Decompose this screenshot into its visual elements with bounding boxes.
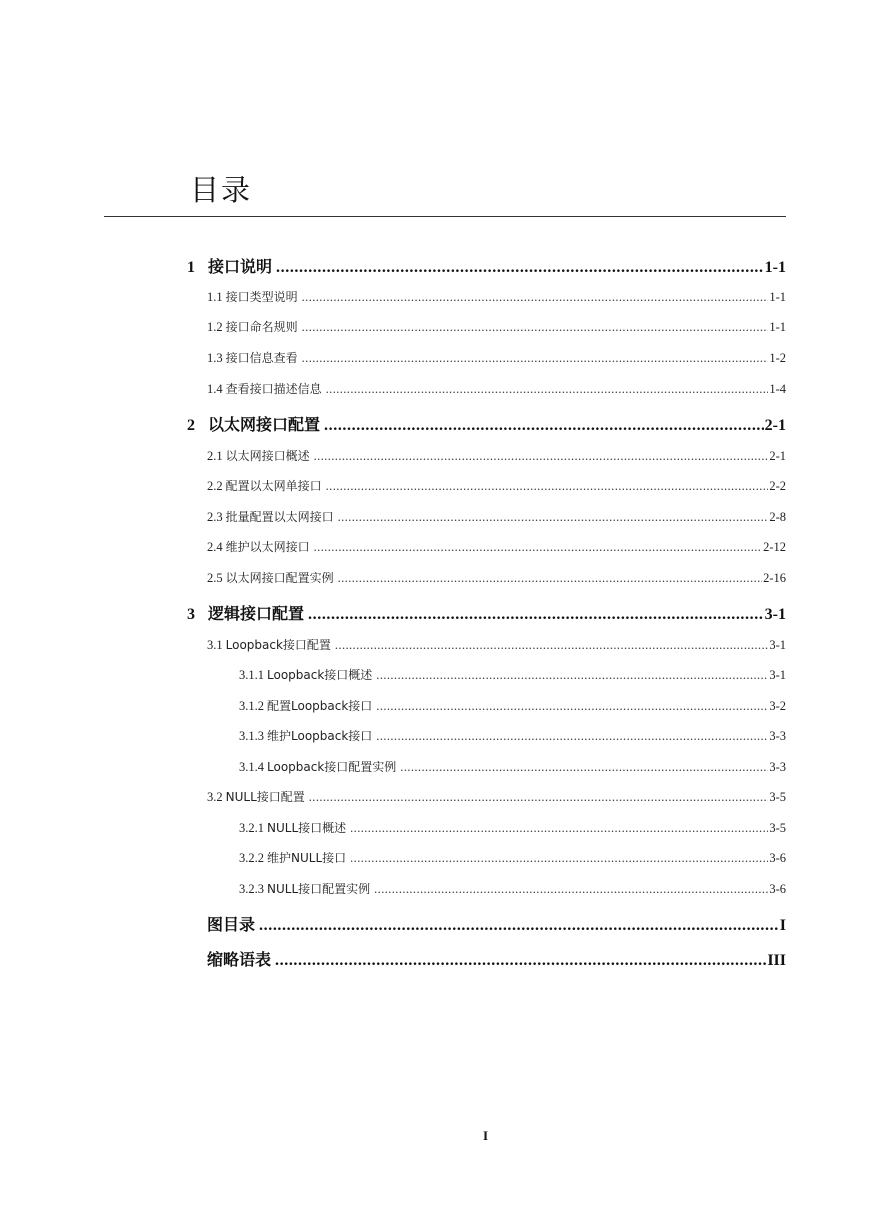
toc-entry-number: 2.2 [207,479,223,493]
toc-entry-page: 3-1 [769,638,786,652]
toc-entry-list-of-figures[interactable] [207,912,786,935]
toc-entry-section[interactable] [207,636,786,653]
toc-leader-dots [326,479,769,494]
toc-entry-subsection[interactable] [239,666,786,683]
toc-entry-label: 以太网接口配置实例 [225,571,334,585]
toc-entry-label: 缩略语表 [207,950,272,969]
toc-entry-page: 1-4 [769,382,786,396]
toc-entry-page: 3-1 [769,668,786,682]
toc-entry-label: 维护Loopback接口 [267,729,373,743]
toc-leader-dots [308,606,764,624]
toc-entry-number: 2 [187,417,195,434]
toc-entry-number: 3.1.3 [239,729,264,743]
toc-entry-page: 2-2 [769,479,786,493]
toc-leader-dots [314,449,769,464]
toc-entry-number: 2.1 [207,449,223,463]
toc-entry-subsection[interactable] [239,819,786,836]
toc-entry-number: 1.3 [207,351,223,365]
toc-entry-label: NULL接口配置实例 [267,882,371,896]
page-footer [0,1128,869,1144]
toc-leader-dots [324,417,764,435]
toc-entry-page: 3-3 [769,729,786,743]
toc-leader-dots [376,699,768,714]
toc-entry-section[interactable] [207,447,786,464]
toc-entry-subsection[interactable] [239,880,786,897]
toc-entry-number: 3.1.1 [239,668,264,682]
toc-entry-label: 批量配置以太网接口 [225,510,334,524]
toc-entry-section[interactable] [207,380,786,397]
page-title: 目录 [190,173,253,207]
toc-entry-label: 接口类型说明 [225,290,298,304]
toc-entry-abbreviations[interactable] [207,947,786,970]
toc-leader-dots [275,952,766,970]
toc-leader-dots [338,571,762,586]
toc-entry-label: 逻辑接口配置 [208,604,305,623]
toc-entry-page: 3-5 [769,790,786,804]
toc-leader-dots [376,668,768,683]
toc-entry-page: 3-3 [769,760,786,774]
toc-entry-label: 维护NULL接口 [267,851,347,865]
toc-leader-dots [302,351,769,366]
toc-entry-label: Loopback接口概述 [267,668,373,682]
toc-entry-subsection[interactable] [239,697,786,714]
toc-entry-label: 查看接口描述信息 [225,382,322,396]
toc-entry-label: NULL接口概述 [267,821,347,835]
toc-entry-page: 1-1 [769,290,786,304]
toc-entry-number: 3.1.4 [239,760,264,774]
toc-leader-dots [276,259,764,277]
toc-entry-page: 2-1 [769,449,786,463]
toc-entry-number: 1.2 [207,320,223,334]
toc-entry-label: Loopback接口配置 [225,638,331,652]
toc-entry-section[interactable] [207,508,786,525]
toc-entry-page: 3-1 [764,606,786,623]
toc-entry-label: 配置以太网单接口 [225,479,322,493]
toc-entry-chapter[interactable] [187,254,786,277]
toc-entry-page: 1-1 [769,320,786,334]
toc-entry-subsection[interactable] [239,758,786,775]
toc-entry-chapter[interactable] [187,601,786,624]
toc-leader-dots [302,290,769,305]
toc-leader-dots [350,851,768,866]
toc-entry-section[interactable] [207,788,786,805]
toc-entry-page: 3-5 [769,821,786,835]
toc-entry-number: 1.1 [207,290,223,304]
toc-entry-label: 配置Loopback接口 [267,699,373,713]
toc-entry-section[interactable] [207,538,786,555]
toc-entry-number: 3 [187,606,195,623]
toc-leader-dots [302,320,769,335]
toc-entry-label: 图目录 [207,915,256,934]
toc-entry-label: 接口信息查看 [225,351,298,365]
toc-entry-number: 2.4 [207,540,223,554]
toc-entry-section[interactable] [207,318,786,335]
toc-leader-dots [350,821,768,836]
toc-leader-dots [374,882,768,897]
toc-entry-page: I [779,917,786,934]
toc-entry-label: 接口命名规则 [225,320,298,334]
toc-entry-section[interactable] [207,477,786,494]
toc-entry-page: 2-8 [769,510,786,524]
toc-leader-dots [335,638,768,653]
toc-entry-number: 1 [187,259,195,276]
toc-entry-number: 2.5 [207,571,223,585]
toc-entry-number: 3.1.2 [239,699,264,713]
toc-leader-dots [326,382,769,397]
toc-entry-number: 2.3 [207,510,223,524]
toc-entry-number: 3.1 [207,638,223,652]
toc-entry-page: 3-6 [769,851,786,865]
toc-entry-chapter[interactable] [187,412,786,435]
toc-entry-section[interactable] [207,349,786,366]
toc-entry-page: 3-2 [769,699,786,713]
toc-leader-dots [259,917,779,935]
toc-entry-page: 1-1 [764,259,786,276]
toc-entry-page: 1-2 [769,351,786,365]
toc-entry-page: III [767,952,786,969]
toc-entry-subsection[interactable] [239,849,786,866]
toc-entry-page: 3-6 [769,882,786,896]
toc-entry-label: Loopback接口配置实例 [267,760,397,774]
toc-leader-dots [400,760,768,775]
toc-entry-section[interactable] [207,569,786,586]
toc-entry-number: 3.2.1 [239,821,264,835]
toc-leader-dots [376,729,768,744]
toc-entry-number: 3.2 [207,790,223,804]
toc-entry-page: 2-12 [763,540,786,554]
toc-entry-label: 维护以太网接口 [225,540,310,554]
toc-entry-subsection[interactable] [239,727,786,744]
page-number: I [482,1128,489,1143]
toc-leader-dots [309,790,769,805]
toc-entry-number: 3.2.3 [239,882,264,896]
toc-entry-page: 2-1 [764,417,786,434]
toc-entry-label: 以太网接口配置 [208,415,321,434]
toc-entry-number: 1.4 [207,382,223,396]
toc-leader-dots [338,510,769,525]
toc-entry-label: 接口说明 [208,257,273,276]
toc-entry-number: 3.2.2 [239,851,264,865]
toc-entry-page: 2-16 [763,571,786,585]
toc-entry-label: NULL接口配置 [225,790,305,804]
toc-entry-label: 以太网接口概述 [225,449,310,463]
toc-leader-dots [314,540,762,555]
toc-entry-section[interactable] [207,288,786,305]
